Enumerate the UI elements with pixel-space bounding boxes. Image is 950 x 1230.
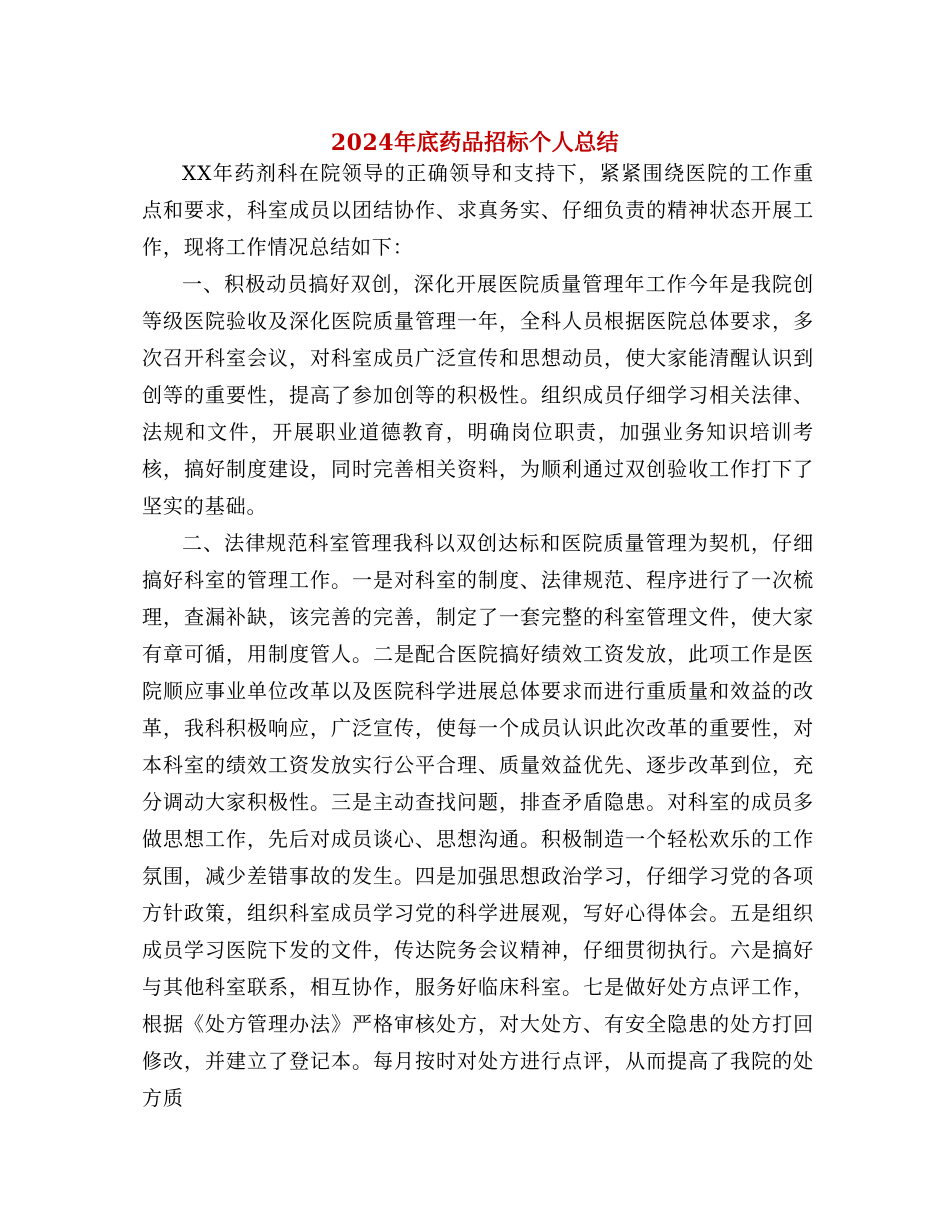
paragraph-section-one: 一、积极动员搞好双创，深化开展医院质量管理年工作今年是我院创等级医院验收及深化医院质量管理一年，全科人员根据医院总体要求，多次召开科室会议，对科室成员广泛宣传和思想动员，使大家能清醒认识到创等的重要性，提高了参加创等的积极性。组织成员仔细学习相关法律、法规和文件，开展职业道德教育，明确岗位职责，加强业务知识培训考核，搞好制度建设，同时完善相关资料，为顺利通过双创验收工作打下了坚实的基础。 <box>142 272 814 518</box>
paragraph-intro: XX年药剂科在院领导的正确领导和支持下，紧紧围绕医院的工作重点和要求，科室成员以团结协作、求真务实、仔细负责的精神状态开展工作，现将工作情况总结如下： <box>142 161 814 259</box>
paragraph-section-two: 二、法律规范科室管理我科以双创达标和医院质量管理为契机，仔细搞好科室的管理工作。一是对科室的制度、法律规范、程序进行了一次梳理，查漏补缺，该完善的完善，制定了一套完整的科室管理文件，使大家有章可循，用制度管人。二是配合医院搞好绩效工资发放，此项工作是医院顺应事业单位改革以及医院科学进展总体要求而进行重质量和效益的改革，我科积极响应，广泛宣传，使每一个成员认识此次改革的重要性，对本科室的绩效工资发放实行公平合理、质量效益优先、逐步改革到位，充分调动大家积极性。三是主动查找问题，排查矛盾隐患。对科室的成员多做思想工作，先后对成员谈心、思想沟通。积极制造一个轻松欢乐的工作氛围，减少差错事故的发生。四是加强思想政治学习，仔细学习党的各项方针政策，组织科室成员学习党的科学进展观，写好心得体会。五是组织成员学习医院下发的文件，传达院务会议精神，仔细贯彻执行。六是搞好与其他科室联系，相互协作，服务好临床科室。七是做好处方点评工作，根据《处方管理办法》严格审核处方，对大处方、有安全隐患的处方打回修改，并建立了登记本。每月按时对处方进行点评，从而提高了我院的处方质 <box>142 531 814 1110</box>
document-title: 2024年底药品招标个人总结 <box>330 129 620 156</box>
document-body <box>142 155 814 1117</box>
